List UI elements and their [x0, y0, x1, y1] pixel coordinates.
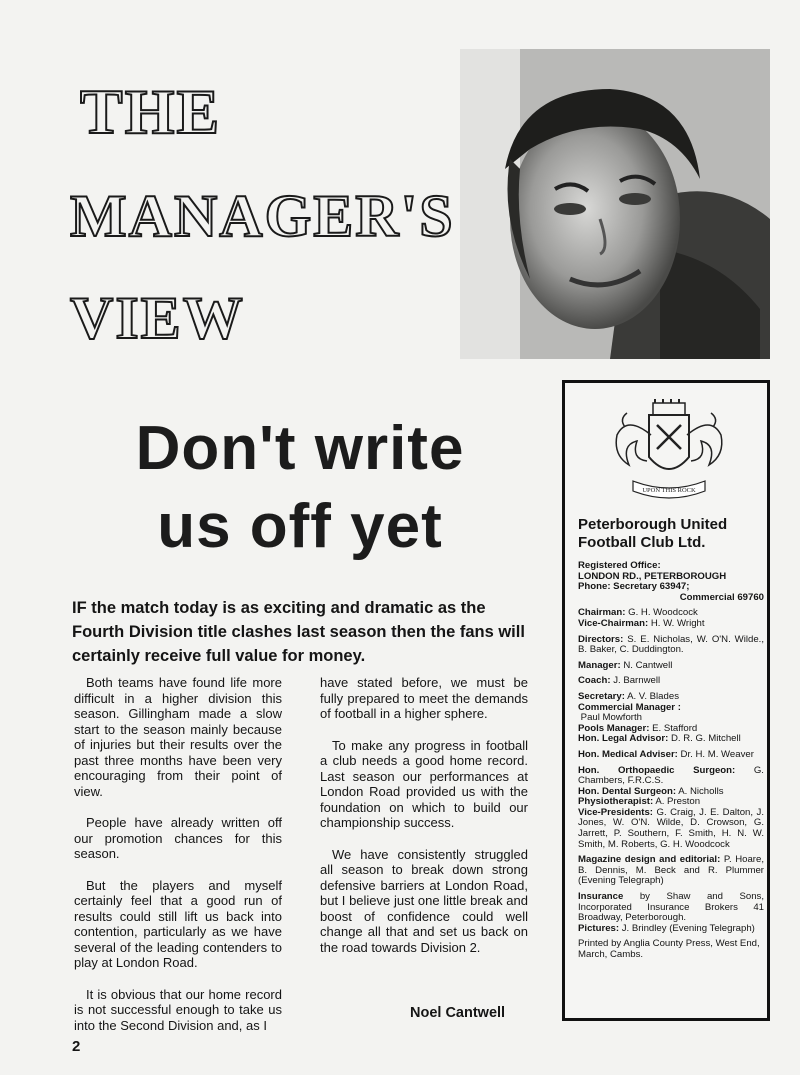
paragraph: We have consistently struggled all season to break down strong defensive barriers at London Road, but I believe just one little break and boost of confidence could well change all that and set us back on the road towards Division 2.: [320, 846, 528, 955]
chairman-value: G. H. Woodcock: [628, 607, 698, 619]
paragraph: Both teams have found life more difficult in a higher division this season. Gillingham made a slow start to the season mainly because of injuries but their results over the past three months have been very encouraging from their point of view.: [74, 675, 282, 799]
directors-label: Directors:: [578, 633, 624, 645]
vp-label: Vice-Presidents:: [578, 806, 654, 818]
club-officials: [578, 561, 764, 966]
coach: [578, 676, 764, 687]
directors-value: S. E. Nicholas, W. O'N. Wilde., B. Baker, C. Duddington.: [578, 633, 764, 656]
manager-photo: [460, 49, 770, 359]
office-label: Registered Office:: [578, 560, 661, 571]
vice-chairman-label: Vice-Chairman:: [578, 617, 649, 629]
title-line-2: MANAGER'S: [70, 183, 455, 249]
intro-paragraph: IF the match today is as exciting and dramatic as the Fourth Division title clashes last season then the fans will certainly receive full value for money.: [72, 599, 525, 665]
author-signature: Noel Cantwell: [410, 1005, 506, 1021]
medical-value: Dr. H. M. Weaver: [680, 748, 754, 760]
pools-label: Pools Manager:: [578, 722, 650, 734]
ortho-label: Hon. Orthopaedic Surgeon:: [578, 764, 736, 776]
pools-value: E. Stafford: [652, 722, 698, 734]
paragraph: have stated before, we must be fully prepared to meet the demands of football in a higher sphere.: [320, 675, 528, 721]
printer: Printed by Anglia County Press, West End, March, Cambs.: [578, 938, 760, 960]
pictures-label: Pictures:: [578, 922, 620, 934]
ortho-value: G. Chambers, F.R.C.S.: [578, 764, 764, 787]
article-headline: [80, 410, 520, 566]
chairmen: [578, 608, 764, 629]
crest-motto: UPON THIS ROCK: [642, 487, 696, 494]
title-line-1: THE: [80, 76, 222, 147]
insurance: [578, 892, 764, 934]
commercial-label: Commercial Manager :: [578, 701, 681, 713]
magazine: [578, 855, 764, 887]
staff: [578, 692, 764, 745]
insurance-value: by Shaw and Sons, Incorporated Insurance Brokers 41 Broadway, Peterborough.: [578, 891, 764, 924]
magazine-label: Magazine design and editorial:: [578, 854, 721, 866]
title-line-3: VIEW: [70, 285, 245, 351]
club-name: [578, 516, 768, 552]
manager: [578, 661, 764, 672]
medical-staff: [578, 766, 764, 851]
legal-label: Hon. Legal Advisor:: [578, 733, 669, 745]
directors: [578, 635, 764, 656]
phone-commercial: Commercial 69760: [679, 591, 764, 603]
commercial-value: Paul Mowforth: [580, 712, 642, 724]
physio-label: Physiotherapist:: [578, 796, 654, 808]
paragraph: It is obvious that our home record is not successful enough to take us into the Second Division and, as I: [74, 986, 282, 1033]
office-address: LONDON RD., PETERBOROUGH: [578, 570, 727, 582]
dental-label: Hon. Dental Surgeon:: [578, 785, 677, 797]
physio-value: A. Preston: [655, 796, 701, 808]
coach-label: Coach:: [578, 675, 611, 687]
club-crest-icon: [607, 395, 731, 507]
manager-value: N. Cantwell: [623, 659, 673, 671]
registered-office: [578, 561, 764, 603]
legal-value: D. R. G. Mitchell: [670, 733, 741, 745]
paragraph: People have already written off our promotion chances for this season.: [74, 815, 282, 861]
phone-line: Phone: Secretary 63947;: [578, 581, 690, 593]
paragraph: But the players and myself certainly feel that a good run of results could still lift us back into contention, particularly as we have several of the leading contenders to play at London Road.: [74, 877, 282, 970]
club-name-line-1: Peterborough United: [578, 516, 728, 533]
secretary-value: A. V. Blades: [627, 690, 679, 702]
pictures-value: J. Brindley (Evening Telegraph): [621, 922, 755, 934]
club-name-line-2: Football Club Ltd.: [578, 534, 706, 551]
paragraph: To make any progress in football a club needs a good home record. Last season our performances at London Road provided us with the foundation on which to build our championship success.: [320, 737, 528, 830]
headline-line-2: us off yet: [157, 492, 443, 561]
manager-label: Manager:: [578, 659, 621, 671]
chairman-label: Chairman:: [578, 607, 626, 619]
insurance-label: Insurance: [578, 891, 624, 903]
magazine-value: P. Hoare, B. Dennis, M. Beck and R. Plummer (Evening Telegraph): [578, 854, 764, 887]
article-column-1: [74, 675, 282, 1049]
section-title: [70, 76, 455, 351]
dental-value: A. Nicholls: [678, 785, 724, 797]
headline-line-1: Don't write: [135, 414, 465, 483]
page-number: 2: [72, 1038, 81, 1055]
coach-value: J. Barnwell: [613, 675, 661, 687]
medical: [578, 750, 764, 761]
vice-chairman-value: H. W. Wright: [650, 617, 705, 629]
article-column-2: [320, 675, 528, 971]
vp-value: G. Craig, J. E. Dalton, J. Jones, W. O'N. Wilde, D. Crowson, G. Jarrett, P. Southern, F. Smith, H. N. W. Smith, M. Roberts, G. H. Woodcock: [578, 806, 764, 850]
secretary-label: Secretary:: [578, 690, 625, 702]
medical-label: Hon. Medical Adviser:: [578, 748, 678, 760]
club-info-box: [562, 380, 770, 1021]
